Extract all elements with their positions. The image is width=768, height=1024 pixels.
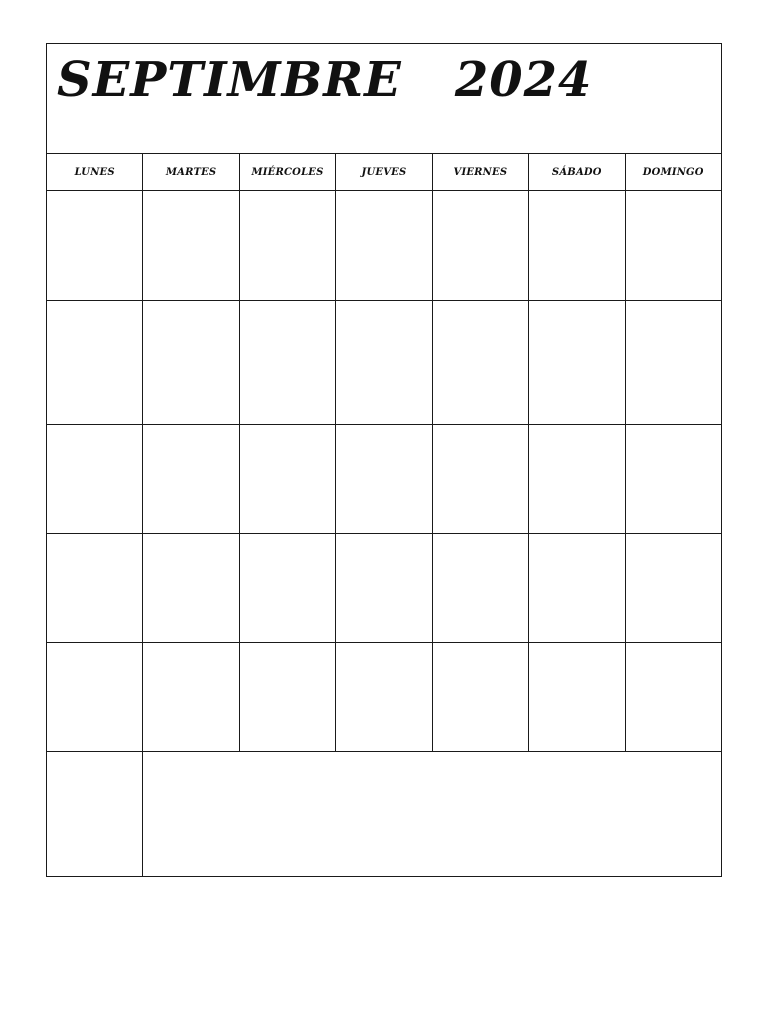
title-area	[47, 44, 721, 154]
day-cell[interactable]	[626, 301, 721, 424]
day-cell[interactable]	[529, 425, 625, 533]
day-cell[interactable]	[143, 191, 239, 300]
day-cell[interactable]	[143, 534, 239, 642]
day-cell[interactable]	[240, 425, 336, 533]
day-cell[interactable]	[336, 191, 432, 300]
weekday-header-martes: MARTES	[143, 154, 239, 190]
weekday-header-sabado: SÁBADO	[529, 154, 625, 190]
calendar-grid	[47, 154, 721, 876]
day-cell[interactable]	[336, 534, 432, 642]
day-cell[interactable]	[336, 643, 432, 751]
notes-row	[47, 752, 721, 876]
day-cell[interactable]	[529, 643, 625, 751]
day-cell[interactable]	[626, 191, 721, 300]
day-cell[interactable]	[336, 425, 432, 533]
day-cell[interactable]	[626, 643, 721, 751]
day-cell[interactable]	[433, 191, 529, 300]
day-cell[interactable]	[240, 643, 336, 751]
week-row	[47, 301, 721, 425]
notes-cell[interactable]	[143, 752, 721, 876]
day-cell[interactable]	[433, 425, 529, 533]
day-cell[interactable]	[626, 425, 721, 533]
day-cell[interactable]	[336, 301, 432, 424]
day-cell[interactable]	[529, 301, 625, 424]
weekday-header-miercoles: MIÉRCOLES	[240, 154, 336, 190]
day-cell[interactable]	[143, 301, 239, 424]
day-cell[interactable]	[47, 643, 143, 751]
calendar-page	[46, 43, 722, 877]
weekday-header-row	[47, 154, 721, 191]
week-row	[47, 643, 721, 752]
day-cell[interactable]	[626, 534, 721, 642]
day-cell[interactable]	[433, 534, 529, 642]
page-title: SEPTIMBRE 2024	[57, 52, 593, 108]
weekday-header-viernes: VIERNES	[433, 154, 529, 190]
day-cell[interactable]	[240, 534, 336, 642]
day-cell[interactable]	[47, 191, 143, 300]
day-cell[interactable]	[240, 191, 336, 300]
week-row	[47, 191, 721, 301]
day-cell[interactable]	[529, 534, 625, 642]
week-row	[47, 534, 721, 643]
day-cell[interactable]	[47, 301, 143, 424]
day-cell[interactable]	[143, 643, 239, 751]
day-cell[interactable]	[47, 534, 143, 642]
weekday-header-domingo: DOMINGO	[642, 166, 704, 178]
day-cell[interactable]	[529, 191, 625, 300]
notes-label-cell[interactable]	[47, 752, 143, 876]
weekday-header-lunes: LUNES	[47, 154, 143, 190]
week-row	[47, 425, 721, 534]
day-cell[interactable]	[47, 425, 143, 533]
day-cell[interactable]	[143, 425, 239, 533]
day-cell[interactable]	[433, 301, 529, 424]
day-cell[interactable]	[433, 643, 529, 751]
day-cell[interactable]	[240, 301, 336, 424]
weekday-header-jueves: JUEVES	[336, 154, 432, 190]
